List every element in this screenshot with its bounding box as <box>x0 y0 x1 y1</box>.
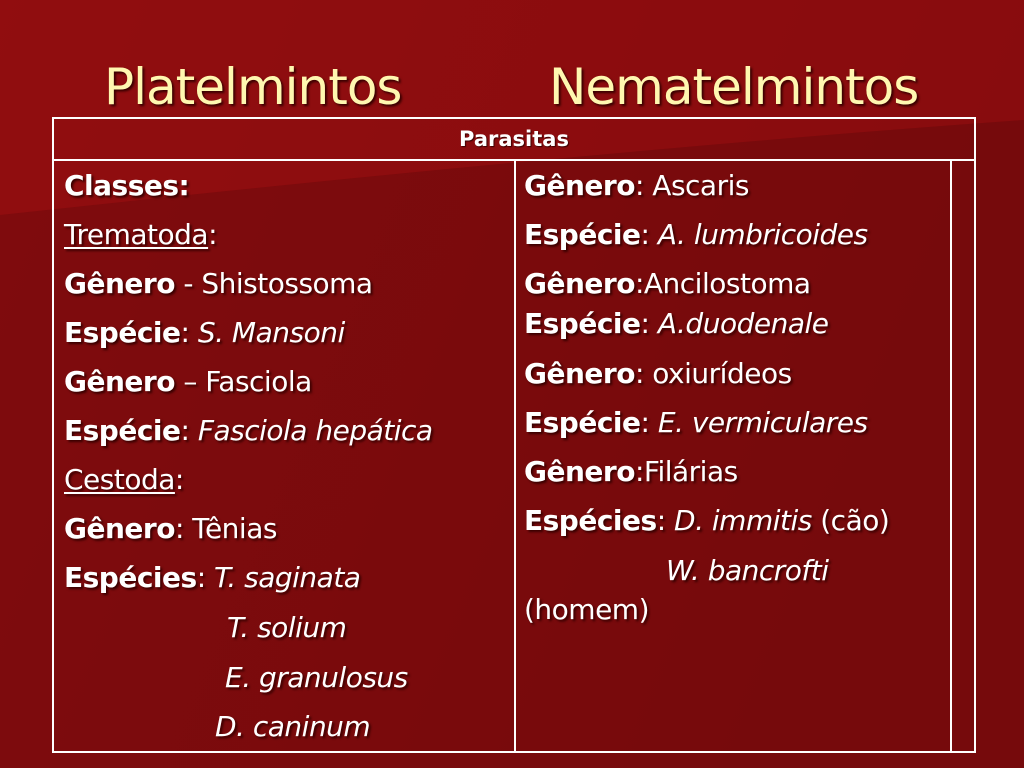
list-item: Gênero – Fasciola <box>64 365 312 398</box>
column-divider <box>514 161 516 753</box>
column-divider <box>950 161 952 753</box>
list-item: T. solium <box>227 611 347 644</box>
table-header-row <box>54 119 974 161</box>
list-item: Gênero: Tênias <box>64 512 277 545</box>
list-item: Espécies: T. saginata <box>64 561 361 594</box>
list-item: Gênero: oxiurídeos <box>524 357 792 390</box>
list-item: Classes: <box>64 169 190 202</box>
list-item: Espécie: E. vermiculares <box>524 406 868 439</box>
list-item: (homem) <box>524 593 650 626</box>
list-item: Espécie: S. Mansoni <box>64 316 345 349</box>
list-item: Trematoda: <box>64 218 218 251</box>
title-platelmintos: Platelmintos <box>104 58 402 116</box>
list-item: Gênero: Ascaris <box>524 169 749 202</box>
list-item: Espécie: A. lumbricoides <box>524 218 868 251</box>
list-item: Gênero:Filárias <box>524 455 738 488</box>
list-item: D. caninum <box>215 710 371 743</box>
list-item: E. granulosus <box>225 661 408 694</box>
title-nematelmintos: Nematelmintos <box>549 58 919 116</box>
parasites-table <box>52 117 976 753</box>
list-item: Espécie: A.duodenale <box>524 307 829 340</box>
list-item: Espécies: D. immitis (cão) <box>524 504 890 537</box>
list-item: W. bancrofti <box>666 554 829 587</box>
list-item: Gênero - Shistossoma <box>64 267 373 300</box>
list-item: Gênero:Ancilostoma <box>524 267 811 300</box>
list-item: Espécie: Fasciola hepática <box>64 414 433 447</box>
table-header-parasitas: Parasitas <box>459 127 569 151</box>
list-item: Cestoda: <box>64 463 184 496</box>
